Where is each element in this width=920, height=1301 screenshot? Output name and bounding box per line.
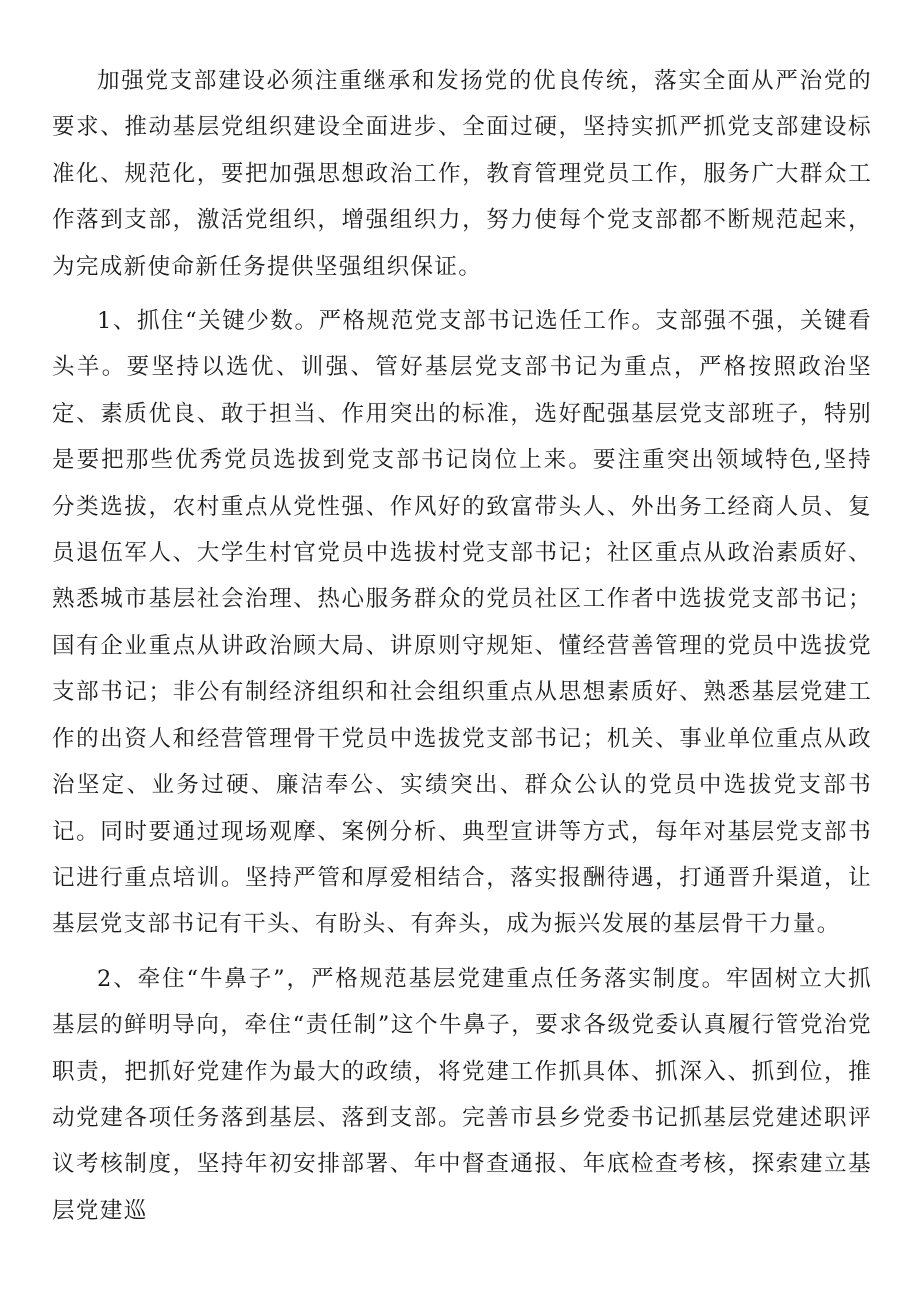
paragraph-section-2: 2、牵住“牛鼻子”，严格规范基层党建重点任务落实制度。牢固树立大抓基层的鲜明导向，牵住“责任制”这个牛鼻子，要求各级党委认真履行管党治党职责，把抓好党建作为最大的政绩，将党建工作抓具体、抓深入、抓到位，推动党建各项任务落到基层、落到支部。完善市县乡党委书记抓基层党建述职评议考核制度，坚持年初安排部署、年中督查通报、年底检查考核，探索建立基层党建巡 bbox=[52, 965, 872, 1224]
paragraph-intro: 加强党支部建设必须注重继承和发扬党的优良传统，落实全面从严治党的要求、推动基层党组织建设全面进步、全面过硬，坚持实抓严抓党支部建设标准化、规范化，要把加强思想政治工作，教育管理党员工作，服务广大群众工作落到支部，激活党组织，增强组织力，努力使每个党支部都不断规范起来，为完成新使命新任务提供坚强组织保证。 bbox=[52, 68, 872, 280]
paragraph-section-1: 1、抓住“关键少数。严格规范党支部书记选任工作。支部强不强，关键看头羊。要坚持以选优、训强、管好基层党支部书记为重点，严格按照政治坚定、素质优良、敢于担当、作用突出的标准，选好配强基层党支部班子，特别是要把那些优秀党员选拔到党支部书记岗位上来。要注重突出领域特色,坚持分类选拔，农村重点从党性强、作风好的致富带头人、外出务工经商人员、复员退伍军人、大学生村官党员中选拔村党支部书记；社区重点从政治素质好、熟悉城市基层社会治理、热心服务群众的党员社区工作者中选拔党支部书记；国有企业重点从讲政治顾大局、讲原则守规矩、懂经营善管理的党员中选拔党支部书记；非公有制经济组织和社会组织重点从思想素质好、熟悉基层党建工作的出资人和经营管理骨干党员中选拔党支部书记；机关、事业单位重点从政治坚定、业务过硬、廉洁奉公、实绩突出、群众公认的党员中选拔党支部书记。同时要通过现场观摩、案例分析、典型宣讲等方式，每年对基层党支部书记进行重点培训。坚持严管和厚爱相结合，落实报酬待遇，打通晋升渠道，让基层党支部书记有干头、有盼头、有奔头，成为振兴发展的基层骨干力量。 bbox=[52, 308, 872, 938]
document-body bbox=[52, 58, 872, 1242]
